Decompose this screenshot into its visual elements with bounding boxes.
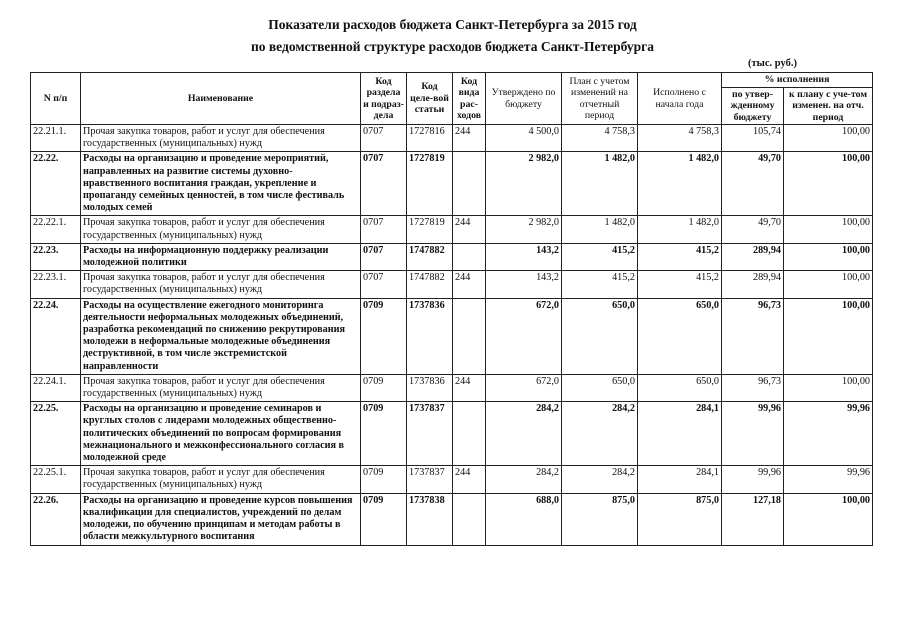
row-executed: 4 758,3 [638,125,722,152]
row-statya: 1747882 [407,271,453,298]
header-razdel: Код раздела и подраз-дела [361,73,407,125]
row-razdel: 0709 [361,374,407,401]
row-vid: 244 [453,125,486,152]
row-executed: 1 482,0 [638,216,722,243]
row-pct-plan: 100,00 [784,271,873,298]
row-num: 22.22.1. [31,216,81,243]
row-name: Прочая закупка товаров, работ и услуг для обеспечения государственных (муниципальных) нужд [81,466,361,493]
table-row [31,216,873,243]
row-pct-approved: 99,96 [722,466,784,493]
row-executed: 415,2 [638,243,722,270]
row-executed: 875,0 [638,493,722,545]
row-plan: 4 758,3 [562,125,638,152]
row-pct-approved: 96,73 [722,374,784,401]
row-pct-approved: 105,74 [722,125,784,152]
row-statya: 1727819 [407,152,453,216]
row-approved: 688,0 [486,493,562,545]
unit-label: (тыс. руб.) [748,58,797,69]
row-pct-plan: 100,00 [784,152,873,216]
row-approved: 2 982,0 [486,152,562,216]
row-num: 22.24.1. [31,374,81,401]
row-pct-plan: 100,00 [784,298,873,374]
row-plan: 1 482,0 [562,216,638,243]
row-statya: 1727819 [407,216,453,243]
header-statya: Код целе-вой статьи [407,73,453,125]
row-num: 22.25.1. [31,466,81,493]
row-num: 22.25. [31,402,81,466]
row-approved: 4 500,0 [486,125,562,152]
row-razdel: 0707 [361,152,407,216]
table-row [31,125,873,152]
row-vid [453,298,486,374]
row-pct-approved: 96,73 [722,298,784,374]
header-plan: План с учетом изменений на отчетный период [562,73,638,125]
row-pct-plan: 100,00 [784,125,873,152]
row-num: 22.23.1. [31,271,81,298]
row-num: 22.22. [31,152,81,216]
row-plan: 650,0 [562,374,638,401]
row-statya: 1727816 [407,125,453,152]
row-num: 22.26. [31,493,81,545]
row-vid: 244 [453,216,486,243]
row-statya: 1737836 [407,374,453,401]
row-plan: 875,0 [562,493,638,545]
row-approved: 143,2 [486,271,562,298]
row-name: Расходы на информационную поддержку реализации молодежной политики [81,243,361,270]
header-pct-group: % исполнения [722,73,873,88]
row-pct-plan: 100,00 [784,493,873,545]
row-statya: 1737838 [407,493,453,545]
row-razdel: 0709 [361,402,407,466]
row-pct-approved: 289,94 [722,271,784,298]
row-executed: 284,1 [638,402,722,466]
document-subtitle: по ведомственной структуре расходов бюджета Санкт-Петербурга [250,39,655,54]
row-name: Прочая закупка товаров, работ и услуг для обеспечения государственных (муниципальных) нужд [81,374,361,401]
table-row [31,243,873,270]
row-razdel: 0709 [361,493,407,545]
table-row [31,493,873,545]
row-plan: 650,0 [562,298,638,374]
row-razdel: 0707 [361,216,407,243]
row-plan: 415,2 [562,243,638,270]
table-row [31,374,873,401]
row-pct-plan: 100,00 [784,243,873,270]
row-vid [453,402,486,466]
row-executed: 650,0 [638,374,722,401]
row-razdel: 0707 [361,243,407,270]
row-pct-approved: 99,96 [722,402,784,466]
header-vid: Код вида рас-ходов [453,73,486,125]
row-name: Расходы на организацию и проведение семинаров и круглых столов с лидерами молодежных общественно-политических объединений по вопросам формирования межнационального и межконфессионального согласия в молодежной среде [81,402,361,466]
row-pct-approved: 49,70 [722,152,784,216]
table-row [31,466,873,493]
budget-table [30,72,873,546]
row-pct-plan: 99,96 [784,466,873,493]
row-pct-approved: 127,18 [722,493,784,545]
row-executed: 415,2 [638,271,722,298]
table-row [31,402,873,466]
row-approved: 143,2 [486,243,562,270]
header-pct-plan: к плану с уче-том изменен. на отч. период [784,87,873,125]
row-vid [453,243,486,270]
row-plan: 1 482,0 [562,152,638,216]
row-name: Прочая закупка товаров, работ и услуг для обеспечения государственных (муниципальных) нужд [81,271,361,298]
row-pct-plan: 100,00 [784,216,873,243]
row-name: Расходы на осуществление ежегодного мониторинга деятельности неформальных молодежных объединений, разработка рекомендаций по снижению рекрутирования молодежи в неформальные молодежные объединения деструктивной, в том числе экстремистской направленности [81,298,361,374]
row-pct-plan: 99,96 [784,402,873,466]
row-approved: 672,0 [486,374,562,401]
row-num: 22.24. [31,298,81,374]
row-approved: 2 982,0 [486,216,562,243]
table-row [31,271,873,298]
header-num: N п/п [31,73,81,125]
header-name: Наименование [81,73,361,125]
row-razdel: 0709 [361,466,407,493]
row-name: Расходы на организацию и проведение курсов повышения квалификации для специалистов, учреждений по делам молодежи, по обучению принципам и методам работы в области межкультурного воспитания [81,493,361,545]
row-plan: 284,2 [562,402,638,466]
row-razdel: 0707 [361,125,407,152]
row-executed: 1 482,0 [638,152,722,216]
header-pct-approved: по утвер-жденному бюджету [722,87,784,125]
row-pct-plan: 100,00 [784,374,873,401]
row-pct-approved: 49,70 [722,216,784,243]
table-row [31,152,873,216]
row-name: Прочая закупка товаров, работ и услуг для обеспечения государственных (муниципальных) нужд [81,216,361,243]
row-num: 22.21.1. [31,125,81,152]
row-vid: 244 [453,466,486,493]
row-approved: 672,0 [486,298,562,374]
row-razdel: 0709 [361,298,407,374]
row-vid: 244 [453,374,486,401]
table-body [31,125,873,546]
row-statya: 1737837 [407,466,453,493]
row-statya: 1737837 [407,402,453,466]
row-vid: 244 [453,271,486,298]
row-executed: 284,1 [638,466,722,493]
document-title: Показатели расходов бюджета Санкт-Петербурга за 2015 год [268,17,637,32]
row-pct-approved: 289,94 [722,243,784,270]
row-num: 22.23. [31,243,81,270]
header-row [31,73,873,88]
header-approved: Утверждено по бюджету [486,73,562,125]
row-plan: 284,2 [562,466,638,493]
row-vid [453,493,486,545]
header-executed: Исполнено с начала года [638,73,722,125]
row-name: Прочая закупка товаров, работ и услуг для обеспечения государственных (муниципальных) нужд [81,125,361,152]
row-approved: 284,2 [486,466,562,493]
row-executed: 650,0 [638,298,722,374]
row-razdel: 0707 [361,271,407,298]
table-row [31,298,873,374]
row-statya: 1747882 [407,243,453,270]
row-approved: 284,2 [486,402,562,466]
row-vid [453,152,486,216]
row-name: Расходы на организацию и проведение мероприятий, направленных на развитие системы духовно-нравственного воспитания граждан, укрепление и пропаганду семейных ценностей, в том числе фестиваль молодых семей [81,152,361,216]
row-statya: 1737836 [407,298,453,374]
row-plan: 415,2 [562,271,638,298]
